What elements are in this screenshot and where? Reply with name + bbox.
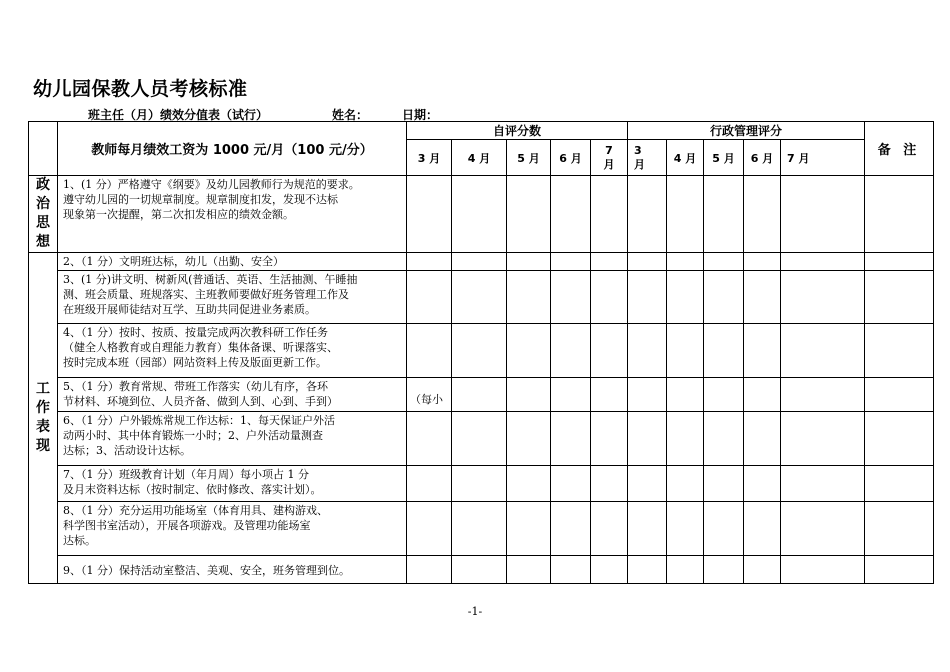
self-month-3: 3 月: [407, 140, 452, 176]
admin-month-3: 3 月: [628, 140, 667, 176]
self-month-4: 4 月: [452, 140, 507, 176]
assessment-table: [28, 121, 934, 584]
criterion-5: 5、（1 分）教育常规、带班工作落实（幼儿有序，各环 节材料、环境到位、人员齐备、做到人到、心到、手到）: [58, 378, 407, 412]
header-row-groups: [29, 122, 934, 140]
table-row: [29, 324, 934, 378]
performance-salary-header: 教师每月绩效工资为 1000 元/月（100 元/分）: [58, 122, 407, 176]
self-score-header: 自评分数: [407, 122, 628, 140]
date-label: 日期：: [402, 108, 439, 122]
criterion-3: 3、(1 分)讲文明、树新风(普通话、英语、生活抽测、午睡抽 测、班会质量、班规落实、主班教师要做好班务管理工作及 在班级开展师徒结对互学、互助共同促进业务素质。: [58, 271, 407, 324]
table-row: [29, 253, 934, 271]
remarks-header: 备 注: [865, 122, 934, 176]
criterion-4: 4、（1 分）按时、按质、按量完成两次教科研工作任务 （健全人格教育或自理能力教育）集体备课、听课落实、 按时完成本班（园部）网站资料上传及版面更新工作。: [58, 324, 407, 378]
admin-month-7: 7 月: [781, 140, 865, 176]
admin-month-4: 4 月: [667, 140, 704, 176]
self-month-6: 6 月: [551, 140, 591, 176]
admin-score-header: 行政管理评分: [628, 122, 865, 140]
criterion-6: 6、（1 分）户外锻炼常规工作达标：1、每天保证户外活 动两小时、其中体育锻炼一小时；2、户外活动量测查 达标；3、活动设计达标。: [58, 412, 407, 466]
criterion-7: 7、（1 分）班级教育计划（年月周）每小项占 1 分 及月末资料达标（按时制定、依时修改、落实计划）。: [58, 466, 407, 502]
category-work-performance: 工 作 表 现: [29, 253, 58, 584]
criterion-9: 9、（1 分）保持活动室整洁、美观、安全，班务管理到位。: [58, 556, 407, 584]
table-row: [29, 466, 934, 502]
criterion-8: 8、（1 分）充分运用功能场室（体育用具、建构游戏、 科学图书室活动），开展各项游戏。及管理功能场室 达标。: [58, 502, 407, 556]
admin-month-5: 5 月: [704, 140, 744, 176]
criterion-5-overflow-text: （每小: [407, 378, 452, 412]
name-label: 姓名：: [332, 108, 369, 122]
table-row: [29, 378, 934, 412]
document-title: 幼儿园保教人员考核标准: [33, 78, 248, 100]
admin-month-6: 6 月: [744, 140, 781, 176]
table-row: [29, 412, 934, 466]
self-month-7: 7 月: [591, 140, 628, 176]
criterion-1: 1、(1 分）严格遵守《纲要》及幼儿园教师行为规范的要求。 遵守幼儿园的一切规章制度。规章制度扣发，发现不达标 现象第一次提醒，第二次扣发相应的绩效金额。: [58, 176, 407, 253]
table-row: [29, 176, 934, 253]
page-number: -1-: [467, 605, 483, 618]
header-corner-cell: [29, 122, 58, 176]
table-row: [29, 556, 934, 584]
table-row: [29, 271, 934, 324]
table-subtitle: 班主任（月）绩效分值表（试行）: [88, 108, 269, 122]
category-political: 政 治 思 想: [29, 176, 58, 253]
criterion-2: 2、（1 分）文明班达标，幼儿（出勤、安全）: [58, 253, 407, 271]
self-month-5: 5 月: [507, 140, 551, 176]
table-row: [29, 502, 934, 556]
